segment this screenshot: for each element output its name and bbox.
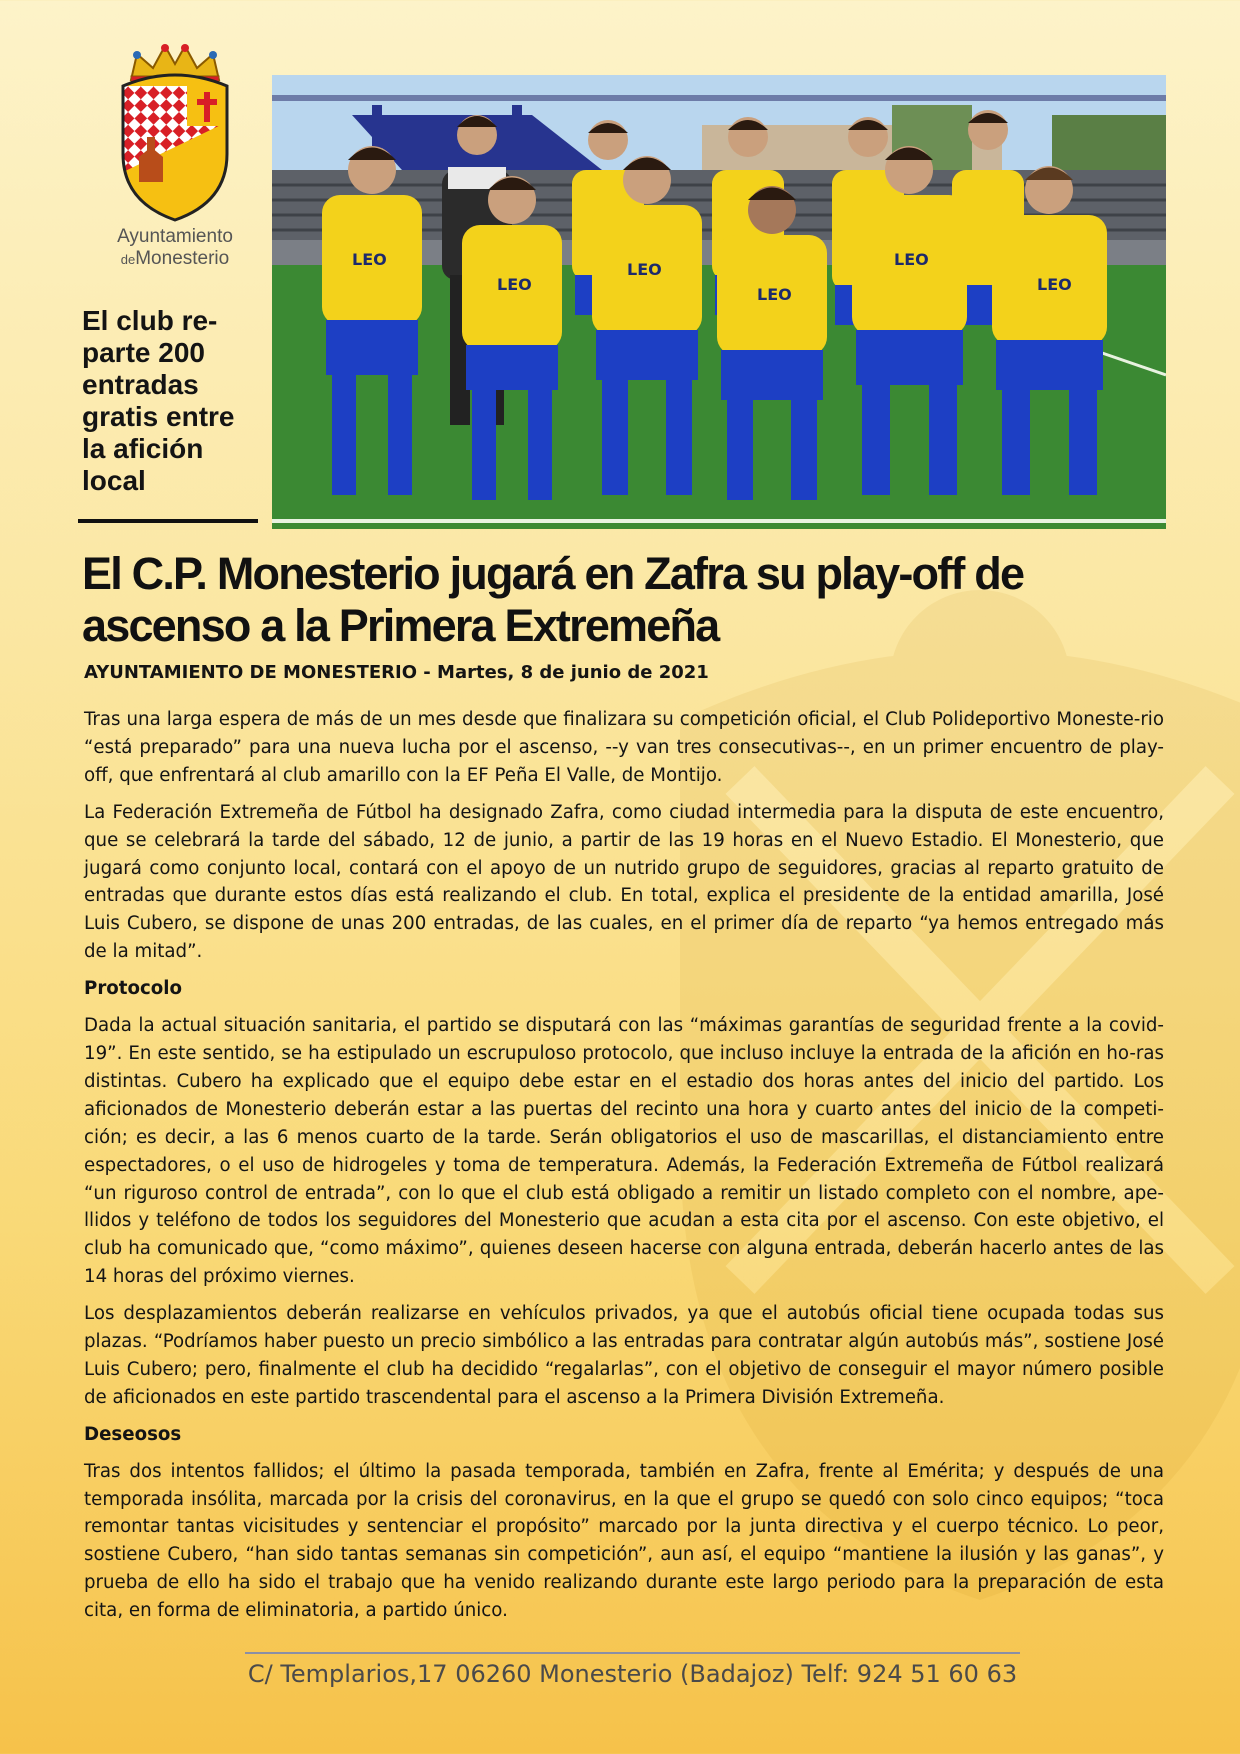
ayuntamiento-logo <box>90 42 260 282</box>
logo-text: Ayuntamiento deMonesterio <box>117 226 233 269</box>
sponsor-label: LEO <box>757 285 792 304</box>
sponsor-label: LEO <box>627 260 662 279</box>
sponsor-label: LEO <box>352 250 387 269</box>
sidebar-headline: El club re-parte 200 entradas gratis entre la afición local <box>82 305 235 496</box>
sponsor-label: LEO <box>497 275 532 294</box>
section-heading-protocolo: Protocolo <box>84 978 182 1000</box>
article-paragraph: La Federación Extremeña de Fútbol ha designado Zafra, como ciudad intermedia para la disputa de este encuentro, que se celebrará la tarde del sábado, 12 de junio, a partir de las 19 horas en el Nuevo Estadio. El Monesterio, que jugará como conjunto local, contará con el apoyo de un nutrido grupo de seguidores, gracias al reparto gratuito de entradas que durante estos días está realizando el club. En total, explica el presidente de la entidad amarilla, José Luis Cubero, se dispone de unas 200 entradas, de las cuales, en el primer día de reparto “ya hemos entregado más de la mitad”. <box>84 801 1164 963</box>
footer-divider <box>245 1652 1020 1654</box>
section-heading-deseosos: Deseosos <box>84 1423 182 1445</box>
sidebar-divider <box>78 519 258 523</box>
article-paragraph: Los desplazamientos deberán realizarse en vehículos privados, ya que el autobús oficial tiene ocupada todas sus plazas. “Podríamos haber puesto un precio simbólico a las entradas para contratar algún autobús más”, sostiene José Luis Cubero; pero, finalmente el club ha decidido “regalarlas”, con el objetivo de conseguir el mayor número posible de aficionados en este partido trascendental para el ascenso a la Primera División Extremeña. <box>84 1303 1164 1408</box>
sponsor-label: LEO <box>1037 275 1072 294</box>
article-paragraph: Tras una larga espera de más de un mes desde que finalizara su competición oficial, el Club Polideportivo Moneste-rio “está preparado” para una nueva lucha por el ascenso, --y van tres consecutivas--, en un primer encuentro de play-off, que enfrentará al club amarillo con la EF Peña El Valle, de Montijo. <box>84 709 1164 786</box>
sponsor-label: LEO <box>894 250 929 269</box>
coat-of-arms-icon <box>109 42 241 222</box>
team-photo <box>272 75 1166 529</box>
article-paragraph: Tras dos intentos fallidos; el último la pasada temporada, también en Zafra, frente al Emérita; y después de una temporada insólita, marcada por la crisis del coronavirus, en la que el grupo se quedó con solo cinco equipos; “toca remontar tantas vicisitudes y sentenciar el propósito” marcado por la junta directiva y el cuerpo técnico. Lo peor, sostiene Cubero, “han sido tantas semanas sin competición”, aun así, el equipo “mantiene la ilusión y las ganas”, y prueba de ello ha sido el trabajo que ha venido realizando durante este largo periodo para la preparación de esta cita, en forma de eliminatoria, a partido único. <box>84 1460 1164 1622</box>
article-byline: AYUNTAMIENTO DE MONESTERIO - Martes, 8 de junio de 2021 <box>84 662 709 683</box>
article-headline: El C.P. Monesterio jugará en Zafra su play-off de ascenso a la Primera Extremeña <box>82 548 1024 651</box>
footer-address: C/ Templarios,17 06260 Monesterio (Badajoz) Telf: 924 51 60 63 <box>247 1660 1018 1688</box>
article-body <box>84 706 1164 1634</box>
article-paragraph: Dada la actual situación sanitaria, el partido se disputará con las “máximas garantías de seguridad frente a la covid-19”. En este sentido, se ha estipulado un escrupuloso protocolo, que incluso incluye la entrada de la afición en ho-ras distintas. Cubero ha explicado que el equipo debe estar en el estadio dos horas antes del inicio del partido. Los aficionados de Monesterio deberán estar a las puertas del recinto una hora y cuarto antes del inicio de la competi-ción; es decir, a las 6 menos cuarto de la tarde. Serán obligatorios el uso de mascarillas, el distanciamiento entre espectadores, o el uso de hidrogeles y toma de temperatura. Además, la Federación Extremeña de Fútbol realizará “un riguroso control de entrada”, con lo que el club está obligado a remitir un listado completo con el nombre, ape-llidos y teléfono de todos los seguidores del Monesterio que acudan a esta cita por el ascenso. Con este objetivo, el club ha comunicado que, “como máximo”, quienes deseen hacerse con alguna entrada, deberán hacerlo antes de las 14 horas del próximo viernes. <box>84 1015 1164 1288</box>
